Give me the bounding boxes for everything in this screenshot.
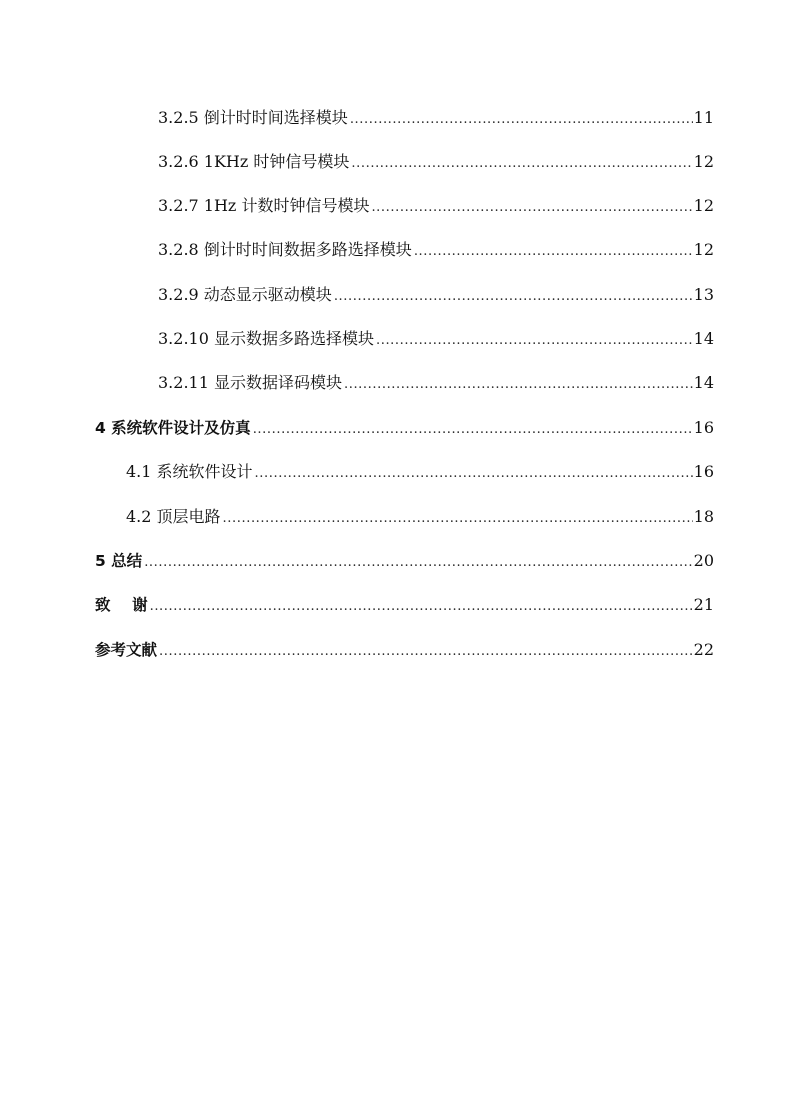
- toc-entry-acknowledgements[interactable]: [95, 591, 714, 615]
- toc-dot-leader: [350, 108, 693, 128]
- toc-entry-3-2-8[interactable]: [158, 236, 714, 260]
- toc-entry-page: 21: [693, 595, 714, 614]
- toc-entry-page: 12: [693, 152, 714, 171]
- toc-entry-page: 16: [693, 462, 714, 481]
- toc-dot-leader: [150, 595, 693, 615]
- toc-entry-3-2-11[interactable]: [158, 369, 714, 393]
- toc-entry-3-2-5[interactable]: [158, 104, 714, 128]
- toc-dot-leader: [334, 285, 693, 305]
- toc-entry-label: 致 谢: [95, 596, 148, 614]
- toc-entry-chapter-4[interactable]: [95, 414, 714, 438]
- toc-entry-page: 13: [693, 285, 714, 304]
- toc-entry-label: 3.2.8 倒计时时间数据多路选择模块: [158, 240, 412, 259]
- toc-entry-page: 22: [693, 640, 714, 659]
- toc-entry-label: 3.2.11 显示数据译码模块: [158, 373, 342, 392]
- toc-entry-page: 18: [693, 507, 714, 526]
- toc-entry-3-2-6[interactable]: [158, 148, 714, 172]
- toc-dot-leader: [414, 240, 693, 260]
- toc-entry-page: 11: [693, 108, 714, 127]
- toc-dot-leader: [144, 551, 692, 571]
- toc-entry-4-1[interactable]: [126, 458, 714, 482]
- toc-entry-3-2-7[interactable]: [158, 192, 714, 216]
- toc-entry-3-2-9[interactable]: [158, 281, 714, 305]
- toc-entry-label: 3.2.7 1Hz 计数时钟信号模块: [158, 196, 370, 215]
- toc-entry-label: 4.2 顶层电路: [126, 507, 221, 526]
- toc-entry-page: 12: [693, 240, 714, 259]
- toc-entry-label: 4 系统软件设计及仿真: [95, 419, 251, 437]
- toc-dot-leader: [376, 329, 693, 349]
- toc-entry-page: 14: [693, 373, 714, 392]
- toc-entry-page: 20: [693, 551, 714, 570]
- toc-entry-3-2-10[interactable]: [158, 325, 714, 349]
- toc-entry-label: 5 总结: [95, 552, 143, 570]
- toc-entry-label: 参考文献: [95, 641, 158, 659]
- toc-entry-4-2[interactable]: [126, 503, 714, 527]
- toc-entry-page: 16: [693, 418, 714, 437]
- toc-entry-label: 3.2.10 显示数据多路选择模块: [158, 329, 374, 348]
- toc-dot-leader: [253, 418, 693, 438]
- toc-dot-leader: [344, 373, 693, 393]
- toc-entry-page: 12: [693, 196, 714, 215]
- toc-dot-leader: [159, 640, 693, 660]
- toc-dot-leader: [351, 152, 692, 172]
- toc-entry-label: 3.2.9 动态显示驱动模块: [158, 285, 332, 304]
- toc-entry-references[interactable]: [95, 636, 714, 660]
- toc-entry-page: 14: [693, 329, 714, 348]
- toc-entry-label: 3.2.6 1KHz 时钟信号模块: [158, 152, 350, 171]
- toc-entry-label: 3.2.5 倒计时时间选择模块: [158, 108, 348, 127]
- toc-dot-leader: [255, 462, 693, 482]
- toc-dot-leader: [371, 196, 692, 216]
- toc-entry-chapter-5[interactable]: [95, 547, 714, 571]
- toc-dot-leader: [223, 507, 693, 527]
- toc-entry-label: 4.1 系统软件设计: [126, 462, 253, 481]
